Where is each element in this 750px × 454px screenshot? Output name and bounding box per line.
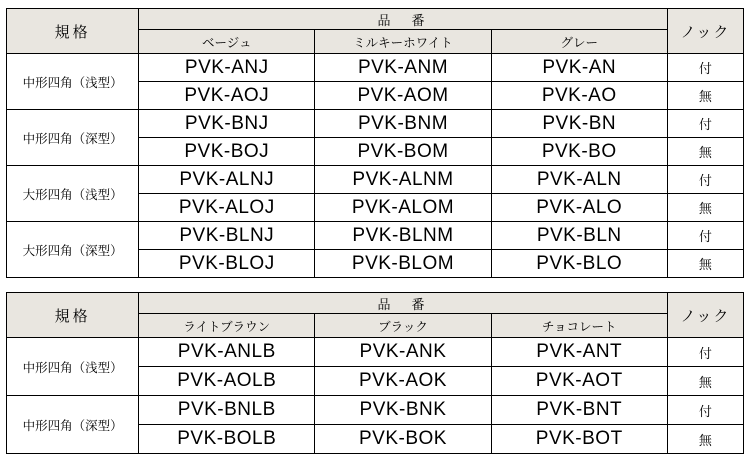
- knock-value: 付: [667, 54, 743, 82]
- table-row: [7, 110, 744, 138]
- table-row: [7, 222, 744, 250]
- product-code: PVK-ANLB: [139, 338, 315, 367]
- knock-value: 付: [667, 396, 743, 425]
- header-color-3: グレー: [491, 30, 667, 54]
- header-color-2: ブラック: [315, 314, 491, 338]
- table-row: [7, 54, 744, 82]
- knock-value: 付: [667, 166, 743, 194]
- header-part-number: 品 番: [139, 293, 668, 314]
- header-color-2: ミルキーホワイト: [315, 30, 491, 54]
- product-code: PVK-AOK: [315, 367, 491, 396]
- spec-label: 中形四角（深型）: [7, 110, 139, 166]
- knock-value: 無: [667, 138, 743, 166]
- header-knock: ノック: [667, 9, 743, 54]
- product-code: PVK-BLO: [491, 250, 667, 278]
- product-code: PVK-ANK: [315, 338, 491, 367]
- header-spec: 規格: [7, 293, 139, 338]
- knock-value: 無: [667, 425, 743, 454]
- header-knock: ノック: [667, 293, 743, 338]
- spec-label: 大形四角（浅型）: [7, 166, 139, 222]
- product-code: PVK-BLNM: [315, 222, 491, 250]
- knock-value: 無: [667, 82, 743, 110]
- product-code: PVK-BNJ: [139, 110, 315, 138]
- product-code: PVK-BLN: [491, 222, 667, 250]
- product-code: PVK-ALO: [491, 194, 667, 222]
- product-code: PVK-AOJ: [139, 82, 315, 110]
- product-table-2: [6, 292, 744, 454]
- product-code: PVK-BLNJ: [139, 222, 315, 250]
- product-code: PVK-BOLB: [139, 425, 315, 454]
- knock-value: 付: [667, 222, 743, 250]
- product-code: PVK-BOT: [491, 425, 667, 454]
- product-code: PVK-AO: [491, 82, 667, 110]
- table-row: [7, 166, 744, 194]
- product-code: PVK-AOT: [491, 367, 667, 396]
- spec-label: 中形四角（深型）: [7, 396, 139, 454]
- product-code: PVK-AOM: [315, 82, 491, 110]
- product-code: PVK-AN: [491, 54, 667, 82]
- spec-label: 中形四角（浅型）: [7, 338, 139, 396]
- product-code: PVK-ALNJ: [139, 166, 315, 194]
- product-code: PVK-ALN: [491, 166, 667, 194]
- knock-value: 無: [667, 250, 743, 278]
- knock-value: 無: [667, 194, 743, 222]
- product-code: PVK-ANT: [491, 338, 667, 367]
- product-code: PVK-ALOM: [315, 194, 491, 222]
- product-code: PVK-AOLB: [139, 367, 315, 396]
- product-table-1: [6, 8, 744, 278]
- product-code: PVK-BNLB: [139, 396, 315, 425]
- product-code: PVK-BOK: [315, 425, 491, 454]
- spec-label: 大形四角（深型）: [7, 222, 139, 278]
- header-color-1: ライトブラウン: [139, 314, 315, 338]
- header-spec: 規格: [7, 9, 139, 54]
- product-code: PVK-BO: [491, 138, 667, 166]
- product-code: PVK-BNM: [315, 110, 491, 138]
- header-color-3: チョコレート: [491, 314, 667, 338]
- product-code: PVK-ANM: [315, 54, 491, 82]
- product-code: PVK-BOM: [315, 138, 491, 166]
- spec-label: 中形四角（浅型）: [7, 54, 139, 110]
- header-color-1: ベージュ: [139, 30, 315, 54]
- product-code: PVK-BN: [491, 110, 667, 138]
- table-header-row-top: [7, 293, 744, 314]
- product-code: PVK-BLOJ: [139, 250, 315, 278]
- table-row: [7, 338, 744, 367]
- product-code: PVK-ANJ: [139, 54, 315, 82]
- knock-value: 付: [667, 110, 743, 138]
- table-header-row-top: [7, 9, 744, 30]
- product-code: PVK-ALNM: [315, 166, 491, 194]
- product-code: PVK-BOJ: [139, 138, 315, 166]
- knock-value: 無: [667, 367, 743, 396]
- header-part-number: 品 番: [139, 9, 668, 30]
- product-code: PVK-BLOM: [315, 250, 491, 278]
- knock-value: 付: [667, 338, 743, 367]
- product-code: PVK-ALOJ: [139, 194, 315, 222]
- product-code: PVK-BNT: [491, 396, 667, 425]
- product-code: PVK-BNK: [315, 396, 491, 425]
- table-row: [7, 396, 744, 425]
